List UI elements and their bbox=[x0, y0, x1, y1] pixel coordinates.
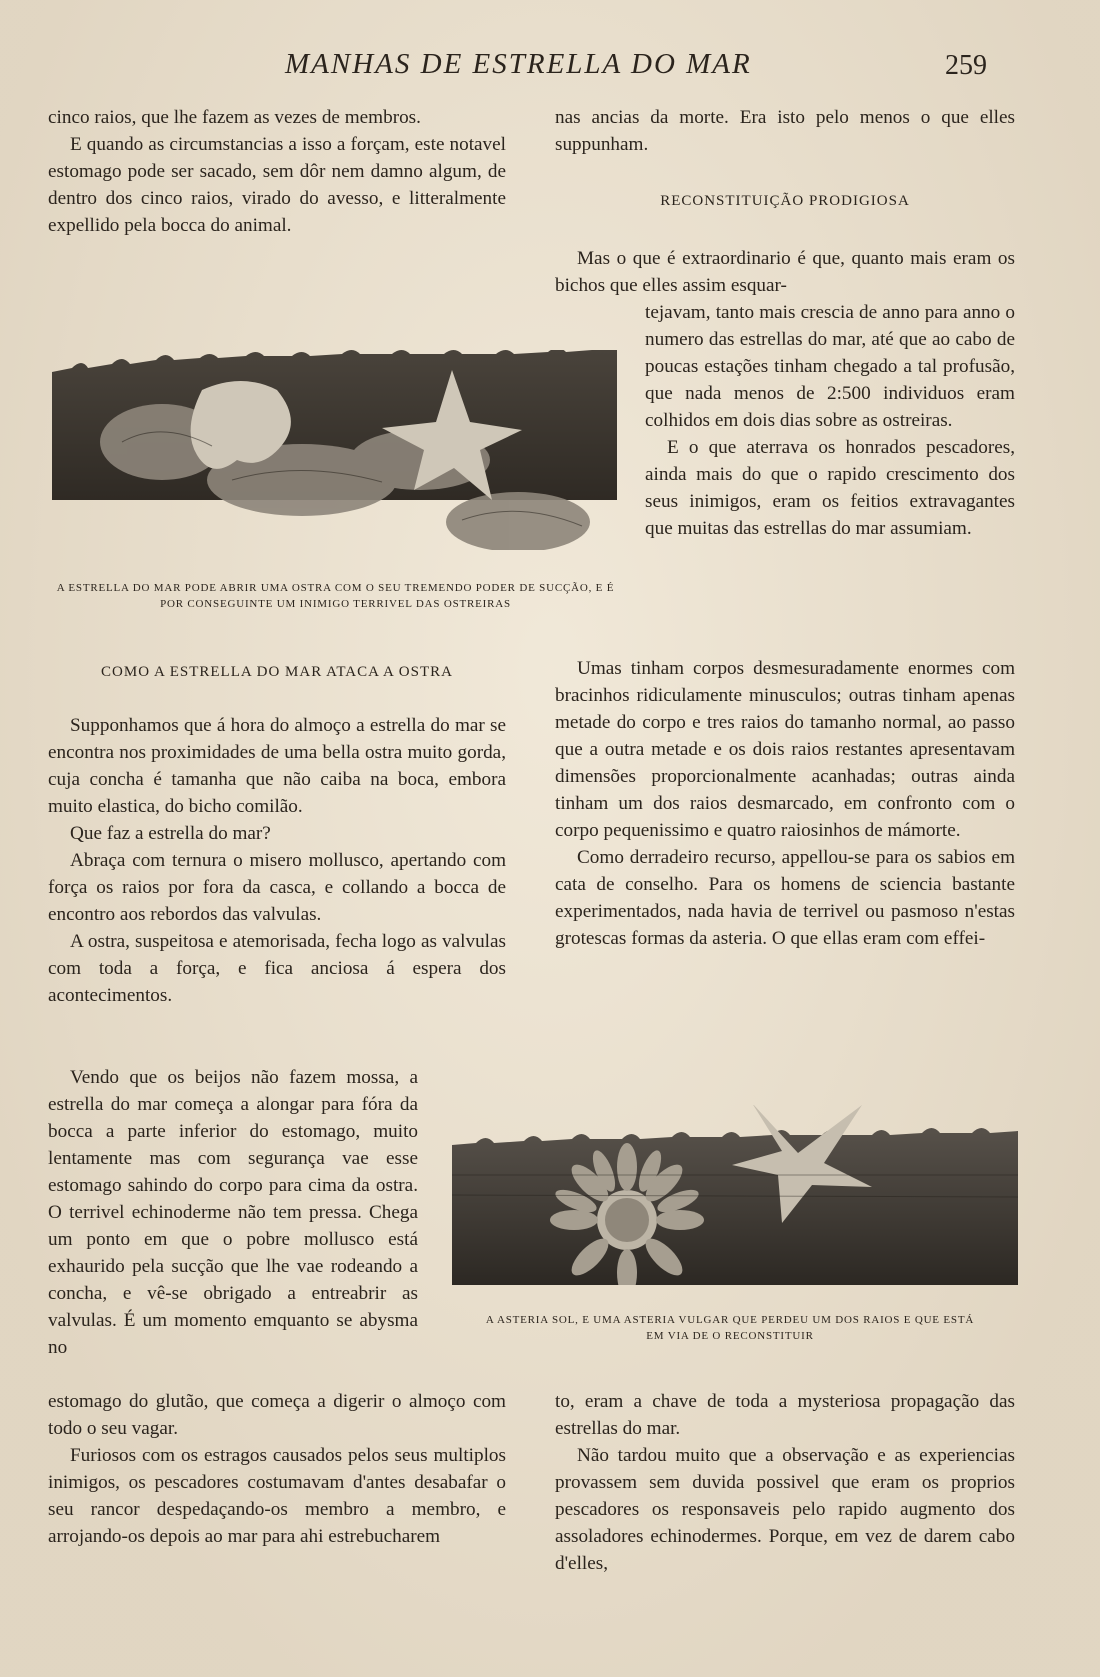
left-column-top-text bbox=[48, 104, 506, 239]
starfish-oyster-engraving bbox=[52, 350, 617, 550]
paragraph: Abraça com ternura o misero mollusco, apertando com força os raios por fora da casca, e collando a bocca de encontro aos rebordos das valvulas. bbox=[48, 850, 506, 925]
left-column-narrow-text bbox=[48, 1064, 418, 1361]
paragraph: nas ancias da morte. Era isto pelo menos o que elles suppunham. bbox=[555, 107, 1015, 155]
paragraph: E quando as circumstancias a isso a forçam, este notavel estomago pode ser sacado, sem dôr nem damno algum, de dentro dos cinco raios, virado do avesso, e litteralmente expellido pela bocca do animal. bbox=[48, 134, 506, 236]
paragraph: Furiosos com os estragos causados pelos seus multiplos inimigos, os pescadores costumavam d'antes desabafar o seu rancor despedaçando-os membro a membro, e arrojando-os depois ao mar para ahi estrebucharem bbox=[48, 1445, 506, 1547]
paragraph: A ostra, suspeitosa e atemorisada, fecha logo as valvulas com toda a força, e fica anciosa á espera dos acontecimentos. bbox=[48, 931, 506, 1006]
left-column-bottom-text bbox=[48, 1388, 506, 1550]
paragraph: cinco raios, que lhe fazem as vezes de membros. bbox=[48, 107, 421, 128]
paragraph: Como derradeiro recurso, appellou-se para os sabios em cata de conselho. Para os homens de sciencia bastante experimentados, nada havia de terrivel ou pasmoso n'estas grotescas formas da asteria. O que ellas eram com effei- bbox=[555, 847, 1015, 949]
section-heading: RECONSTITUIÇÃO PRODIGIOSA bbox=[660, 193, 910, 209]
paragraph: Umas tinham corpos desmesuradamente enormes com bracinhos ridiculamente minusculos; outras tinham apenas metade do corpo e tres raios do tamanho normal, ao passo que a outra metade e os dois raios restantes apresentavam dimensões proporcionalmente acanhadas; outras ainda tinham um dos raios desmarcado, em confronto com o corpo pequenissimo e quatro raiosinhos de mámorte. bbox=[555, 658, 1015, 841]
paragraph: E o que aterrava os honrados pescadores, ainda mais do que o rapido crescimento dos seus inimigos, eram os feitios extravagantes que muitas das estrellas do mar assumiam. bbox=[645, 437, 1015, 539]
paragraph: to, eram a chave de toda a mysteriosa propagação das estrellas do mar. bbox=[555, 1391, 1015, 1439]
page-number: 259 bbox=[945, 50, 987, 81]
right-column-top-text bbox=[555, 104, 1015, 158]
running-title: MANHAS DE ESTRELLA DO MAR bbox=[285, 48, 752, 80]
figure-caption-top: A ESTRELLA DO MAR PODE ABRIR UMA OSTRA COM O SEU TREMENDO PODER DE SUCÇÃO, E É POR CONSEGUINTE UM INIMIGO TERRIVEL DAS OSTREIRAS bbox=[56, 582, 615, 610]
paragraph: Mas o que é extraordinario é que, quanto mais eram os bichos que elles assim esquar- bbox=[555, 248, 1015, 296]
section-heading: COMO A ESTRELLA DO MAR ATACA A OSTRA bbox=[101, 664, 453, 680]
right-column-indented-text bbox=[645, 299, 1015, 542]
sun-star-illustration bbox=[452, 1105, 1018, 1285]
paragraph: estomago do glutão, que começa a digerir o almoço com todo o seu vagar. bbox=[48, 1391, 506, 1439]
right-column-bottom-text bbox=[555, 1388, 1015, 1577]
right-column-text-2 bbox=[555, 655, 1015, 952]
sun-star-engraving bbox=[452, 1105, 1018, 1285]
right-column-text-1 bbox=[555, 245, 1015, 299]
paragraph: Que faz a estrella do mar? bbox=[70, 823, 271, 844]
starfish-oyster-illustration bbox=[52, 350, 617, 550]
figure-caption-bottom: A ASTERIA SOL, E UMA ASTERIA VULGAR QUE PERDEU UM DOS RAIOS E QUE ESTÁ EM VIA DE O RECONSTITUIR bbox=[485, 1314, 975, 1342]
paragraph: Vendo que os beijos não fazem mossa, a estrella do mar começa a alongar para fóra da bocca a parte inferior do estomago, muito lentamente mas com segurança vae esse estomago sahindo do corpo para cima da ostra. O terrivel echinoderme não tem pressa. Chega um ponto em que o pobre mollusco está exhaurido pela sucção que lhe vae rodeando a concha, e vê-se obrigado a entreabrir as valvulas. É um momento emquanto se abysma no bbox=[48, 1067, 418, 1358]
left-column-main-text bbox=[48, 712, 506, 1009]
paragraph: Não tardou muito que a observação e as experiencias provassem sem duvida possivel que eram os proprios pescadores os responsaveis pelo rapido augmento dos assoladores echinodermes. Porque, em vez de darem cabo d'elles, bbox=[555, 1445, 1015, 1574]
running-header bbox=[0, 48, 1100, 88]
paragraph: tejavam, tanto mais crescia de anno para anno o numero das estrellas do mar, até que ao cabo de poucas estações tinham chegado a tal profusão, que nada menos de 2:500 individuos eram colhidos em dois dias sobre as ostreiras. bbox=[645, 302, 1015, 431]
paragraph: Supponhamos que á hora do almoço a estrella do mar se encontra nos proximidades de uma bella ostra muito gorda, cuja concha é tamanha que não caiba na boca, embora muito elastica, do bicho comilão. bbox=[48, 715, 506, 817]
